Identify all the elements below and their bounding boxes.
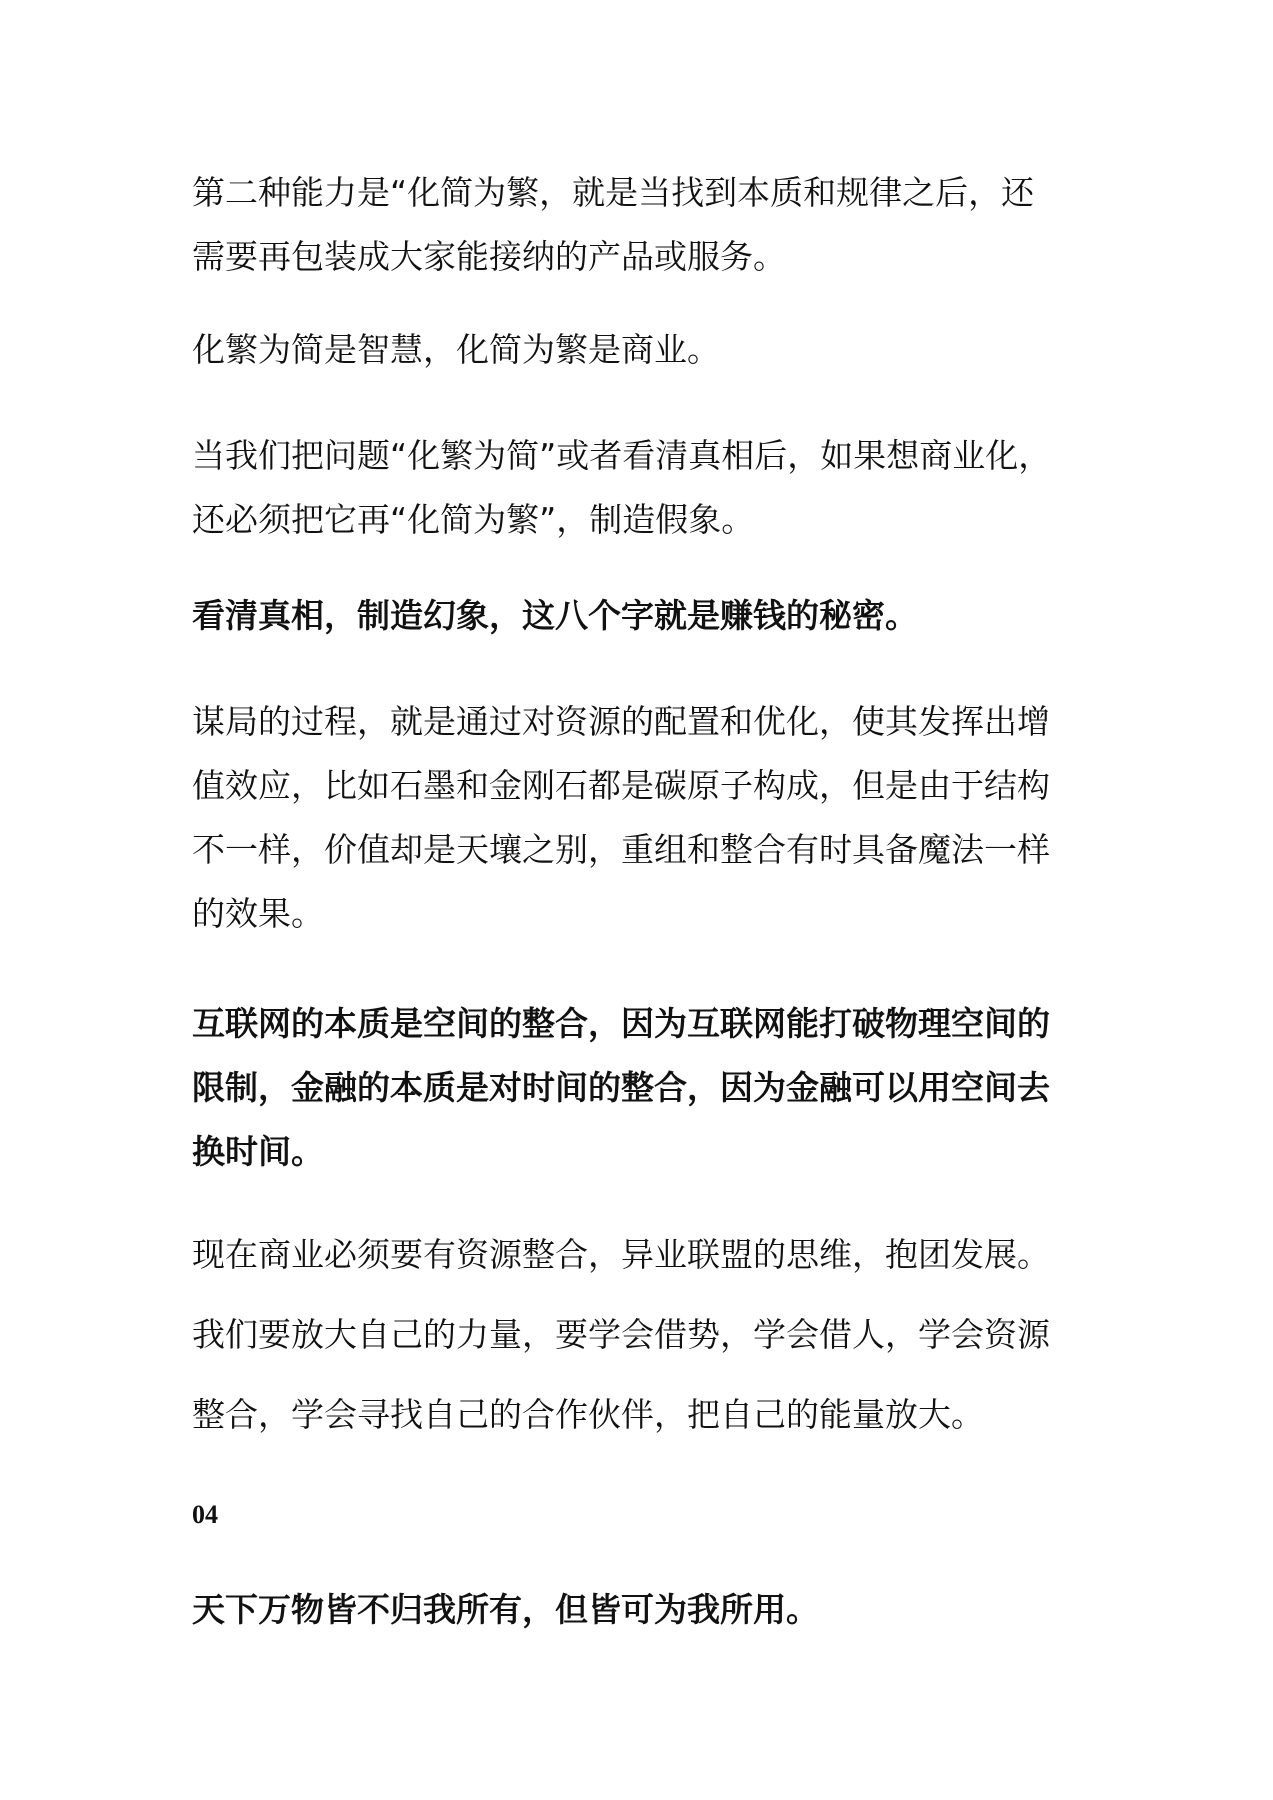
text-line: 不一样，价值却是天壤之别，重组和整合有时具备魔法一样 xyxy=(192,830,1050,869)
paragraph-8 xyxy=(192,1303,1092,1367)
text-line: 还必须把它再“化简为繁”，制造假象。 xyxy=(192,500,755,539)
paragraph-4-emphasis xyxy=(192,584,1092,648)
paragraph-3 xyxy=(192,424,1092,552)
text-line: 天下万物皆不归我所有，但皆可为我所用。 xyxy=(192,1590,819,1629)
text-line: 换时间。 xyxy=(192,1132,324,1171)
section-number: 04 xyxy=(192,1500,218,1529)
text-line: 化繁为简是智慧，化简为繁是商业。 xyxy=(192,330,720,369)
paragraph-9 xyxy=(192,1383,1092,1447)
paragraph-7 xyxy=(192,1223,1092,1287)
text-line: 当我们把问题“化繁为简”或者看清真相后，如果想商业化， xyxy=(192,436,1052,475)
text-line: 值效应，比如石墨和金刚石都是碳原子构成，但是由于结构 xyxy=(192,766,1050,805)
text-line: 需要再包装成大家能接纳的产品或服务。 xyxy=(192,237,786,276)
text-line: 谋局的过程，就是通过对资源的配置和优化，使其发挥出增 xyxy=(192,702,1050,741)
text-line: 的效果。 xyxy=(192,894,324,933)
text-line: 互联网的本质是空间的整合，因为互联网能打破物理空间的 xyxy=(192,1004,1050,1043)
text-line: 第二种能力是“化简为繁，就是当找到本质和规律之后，还 xyxy=(192,173,1035,212)
text-line: 整合，学会寻找自己的合作伙伴，把自己的能量放大。 xyxy=(192,1395,984,1434)
text-line: 看清真相，制造幻象，这八个字就是赚钱的秘密。 xyxy=(192,596,918,635)
paragraph-6-emphasis xyxy=(192,992,1092,1184)
text-line: 现在商业必须要有资源整合，异业联盟的思维，抱团发展。 xyxy=(192,1235,1050,1274)
closing-statement xyxy=(192,1578,1092,1642)
text-line: 限制，金融的本质是对时间的整合，因为金融可以用空间去 xyxy=(192,1068,1050,1107)
text-line: 我们要放大自己的力量，要学会借势，学会借人，学会资源 xyxy=(192,1315,1050,1354)
paragraph-2 xyxy=(192,318,1092,382)
paragraph-5 xyxy=(192,690,1092,946)
paragraph-1 xyxy=(192,161,1092,289)
